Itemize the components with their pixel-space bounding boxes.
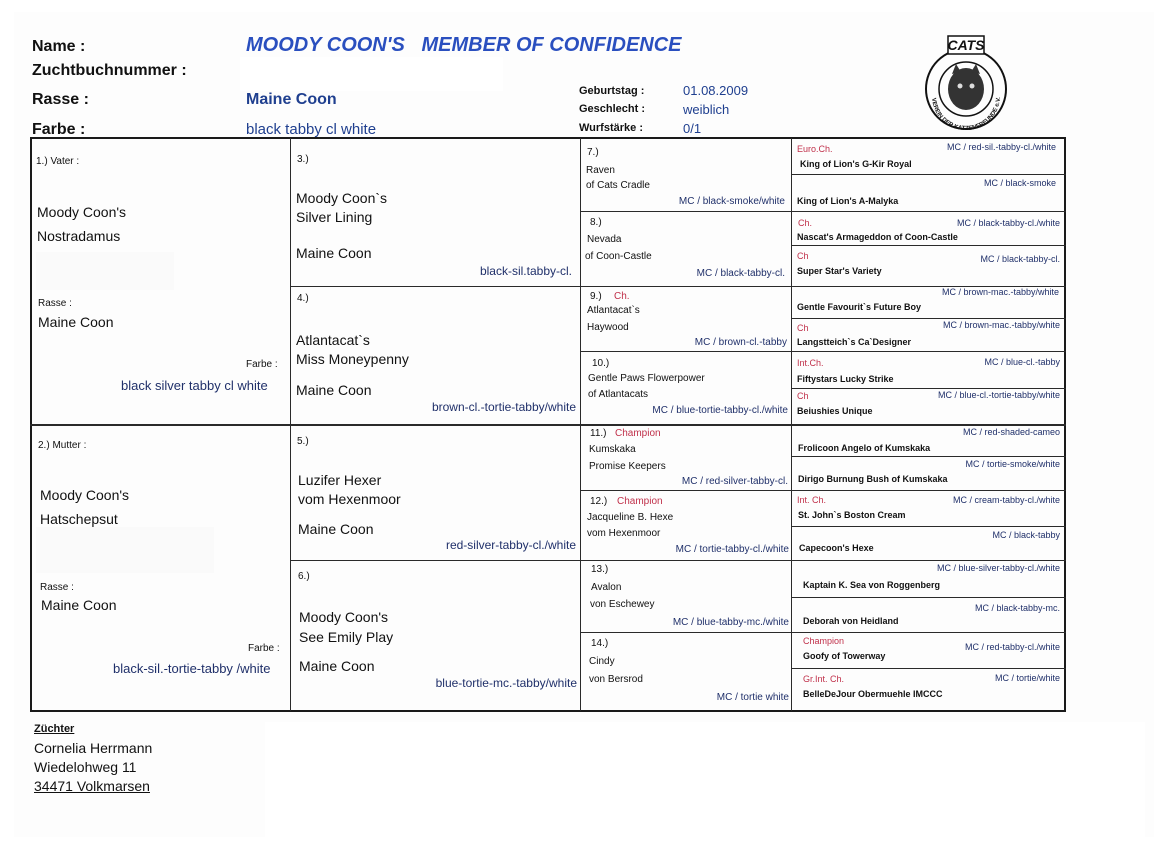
gen3-num: 12.) [590, 496, 608, 507]
gen4-name: Frolicoon Angelo of Kumskaka [798, 443, 931, 453]
gen3-cell [581, 426, 791, 490]
gen2-num: 3.) [297, 154, 309, 165]
gen3-name-1: Jacqueline B. Hexe [587, 512, 674, 523]
gen2-name-1: Luzifer Hexer [298, 472, 382, 488]
gen3-color: MC / black-tabby-cl. [696, 268, 785, 279]
gen3-num: 14.) [591, 638, 609, 649]
gen2-name-1: Moody Coon`s [296, 190, 388, 206]
gen3-color: MC / red-silver-tabby-cl. [681, 476, 788, 487]
gen4-cell [792, 598, 1066, 632]
rasse-label: Rasse : [32, 91, 89, 108]
gen3-num: 13.) [591, 564, 609, 575]
mother-name-2: Hatschepsut [40, 511, 118, 527]
gen2-cell [291, 561, 580, 711]
gen2-cell [291, 138, 580, 286]
father-farbe: black silver tabby cl white [121, 378, 268, 393]
gen4-name: BelleDeJour Obermuehle IMCCC [803, 689, 943, 699]
redaction-block [36, 252, 174, 290]
gen4-cell [792, 352, 1066, 388]
gen4-color: MC / cream-tabby-cl./white [952, 495, 1060, 505]
gen2-name-2: See Emily Play [299, 629, 394, 645]
gen3-cell [581, 561, 791, 632]
redaction-block [240, 57, 503, 91]
breeder-city: 34471 Volkmarsen [34, 778, 150, 794]
gen3-name-1: Avalon [591, 582, 622, 593]
gen4-name: Beiushies Unique [797, 406, 873, 416]
gen4-name: Dirigo Burnung Bush of Kumskaka [798, 474, 948, 484]
gen3-num: 10.) [592, 358, 610, 369]
gen4-color: MC / blue-silver-tabby-cl./white [936, 563, 1060, 573]
gen3-cell [581, 352, 791, 424]
gen3-color: MC / blue-tortie-tabby-cl./white [652, 405, 788, 416]
mother-name-1: Moody Coon's [40, 487, 130, 503]
gen4-name: Kaptain K. Sea von Roggenberg [803, 580, 941, 590]
svg-text:VEREIN DER KATZENFREUNDE e.V.: VEREIN DER KATZENFREUNDE e.V. [930, 96, 1002, 133]
gen4-title: Int.Ch. [797, 358, 824, 368]
gen4-cell [792, 561, 1066, 597]
gen4-color: MC / blue-cl.-tabby [984, 357, 1060, 367]
gen3-title: Champion [617, 496, 663, 507]
gen3-name-2: von Eschewey [590, 599, 655, 610]
cats-logo [914, 34, 1018, 134]
cat-name: MOODY COON'S MEMBER OF CONFIDENCE [246, 34, 682, 56]
gen3-name-1: Kumskaka [589, 444, 636, 455]
gen4-color: MC / brown-mac.-tabby/white [941, 287, 1059, 297]
gen4-color: MC / blue-cl.-tortie-tabby/white [937, 390, 1060, 400]
zuchtbuch-label: Zuchtbuchnummer : [32, 62, 187, 79]
breeder-name: Cornelia Herrmann [34, 740, 153, 756]
gen4-name: Langstteich`s Ca`Designer [797, 337, 912, 347]
gen3-name-2: vom Hexenmoor [587, 528, 661, 539]
gen4-title: Champion [803, 636, 845, 646]
geburtstag-label: Geburtstag : [579, 85, 645, 97]
gen4-name: St. John`s Boston Cream [798, 510, 906, 520]
gen2-breed: Maine Coon [296, 245, 372, 261]
gen2-cell [291, 426, 580, 560]
gen4-color: MC / tortie-smoke/white [965, 459, 1060, 469]
gen3-name-1: Atlantacat`s [587, 305, 640, 316]
mother-rasse-label: Rasse : [40, 582, 74, 593]
gen2-breed: Maine Coon [299, 658, 375, 674]
gen4-color: MC / brown-mac.-tabby/white [942, 320, 1060, 330]
gen4-cell [792, 669, 1066, 711]
gen4-cell [792, 389, 1066, 424]
gen3-title: Champion [615, 428, 661, 439]
gen2-num: 6.) [298, 571, 310, 582]
gen3-cell [581, 212, 791, 286]
breed-value: Maine Coon [246, 91, 337, 108]
gen2-breed: Maine Coon [298, 521, 374, 537]
breeder-label: Züchter [34, 723, 75, 735]
gen4-title: Ch. [798, 218, 813, 228]
gen4-name: King of Lion's G-Kir Royal [800, 159, 912, 169]
gen2-color: blue-tortie-mc.-tabby/white [435, 676, 577, 690]
wurfstaerke-value: 0/1 [683, 121, 702, 136]
cats-logo-icon [914, 34, 1018, 134]
gen3-cell [581, 138, 791, 211]
gen4-name: King of Lion's A-Malyka [797, 196, 899, 206]
gen4-color: MC / red-sil.-tabby-cl./white [946, 142, 1056, 152]
gen3-name-2: Haywood [587, 322, 629, 333]
gen4-title: Gr.Int. Ch. [803, 674, 845, 684]
gen4-cell [792, 426, 1066, 456]
gen3-name-2: of Cats Cradle [586, 180, 650, 191]
gen3-color: MC / brown-cl.-tabby [694, 337, 787, 348]
gen3-name-1: Raven [586, 165, 615, 176]
gen3-name-2: of Coon-Castle [585, 251, 652, 262]
geschlecht-label: Geschlecht : [579, 103, 646, 115]
gen3-color: MC / tortie-tabby-cl./white [675, 544, 789, 555]
gen2-num: 4.) [297, 293, 309, 304]
father-name-2: Nostradamus [37, 228, 121, 244]
gen3-num: 7.) [587, 147, 599, 158]
gen4-color: MC / tortie/white [994, 673, 1060, 683]
gen2-name-2: vom Hexenmoor [298, 491, 401, 507]
gen3-color: MC / tortie white [716, 692, 789, 703]
gen4-name: Goofy of Towerway [803, 651, 886, 661]
svg-text:CATS: CATS [947, 37, 985, 53]
gen4-name: Fiftystars Lucky Strike [797, 374, 894, 384]
gen2-name-1: Atlantacat`s [296, 332, 370, 348]
gen3-num: 11.) [590, 428, 607, 439]
gen4-name: Capecoon's Hexe [799, 543, 874, 553]
gen4-cell [792, 319, 1066, 351]
gen3-num: 8.) [590, 217, 602, 228]
gen4-name: Gentle Favourit`s Future Boy [797, 302, 922, 312]
gen3-name-2: von Bersrod [589, 674, 643, 685]
color-value: black tabby cl white [246, 121, 377, 138]
gen4-color: MC / black-tabby-cl./white [956, 218, 1060, 228]
gen3-name-1: Gentle Paws Flowerpower [588, 373, 705, 384]
gen3-color: MC / blue-tabby-mc./white [672, 617, 789, 628]
name-label: Name : [32, 38, 86, 55]
gen4-color: MC / black-tabby [992, 530, 1060, 540]
mother-label: 2.) Mutter : [38, 440, 87, 451]
gen3-name-1: Cindy [589, 656, 615, 667]
gen2-color: brown-cl.-tortie-tabby/white [431, 400, 576, 414]
gen4-title: Ch [797, 391, 809, 401]
geschlecht-value: weiblich [683, 102, 730, 117]
mother-farbe: black-sil.-tortie-tabby /white [113, 661, 271, 676]
gen4-cell [792, 633, 1066, 668]
gen4-cell [792, 527, 1066, 560]
gen4-title: Ch [797, 251, 809, 261]
gen4-title: Ch [797, 323, 809, 333]
gen2-color: red-silver-tabby-cl./white [445, 538, 576, 552]
gen2-name-2: Miss Moneypenny [296, 351, 409, 367]
gen4-cell [792, 138, 1066, 174]
gen4-name: Super Star's Variety [797, 266, 882, 276]
gen4-color: MC / black-smoke [983, 178, 1056, 188]
gen4-name: Nascat's Armageddon of Coon-Castle [797, 232, 958, 242]
mother-rasse: Maine Coon [41, 597, 117, 613]
farbe-label: Farbe : [32, 121, 86, 138]
gen3-title: Ch. [614, 291, 630, 302]
gen4-cell [792, 212, 1066, 245]
gen3-cell [581, 287, 791, 351]
father-rasse-label: Rasse : [38, 298, 72, 309]
gen4-cell [792, 287, 1066, 318]
geburtstag-value: 01.08.2009 [683, 83, 749, 98]
gen2-name-2: Silver Lining [296, 209, 373, 225]
gen3-num: 9.) [590, 291, 602, 302]
gen4-color: MC / black-tabby-mc. [974, 603, 1060, 613]
gen2-cell [291, 287, 580, 424]
gen4-color: MC / black-tabby-cl. [980, 254, 1060, 264]
gen3-cell [581, 633, 791, 711]
gen4-name: Deborah von Heidland [803, 616, 899, 626]
father-rasse: Maine Coon [38, 314, 114, 330]
gen2-breed: Maine Coon [296, 382, 372, 398]
gen3-name-2: of Atlantacats [588, 389, 649, 400]
gen4-color: MC / red-tabby-cl./white [964, 642, 1060, 652]
father-name-1: Moody Coon's [37, 204, 127, 220]
father-farbe-label: Farbe : [246, 359, 278, 370]
redaction-block [36, 527, 214, 573]
gen4-color: MC / red-shaded-cameo [962, 427, 1060, 437]
gen2-color: black-sil.tabby-cl. [479, 264, 572, 278]
gen4-cell [792, 246, 1066, 286]
gen4-title: Int. Ch. [797, 495, 827, 505]
wurfstaerke-label: Wurfstärke : [579, 122, 643, 134]
gen3-name-2: Promise Keepers [589, 461, 666, 472]
gen4-cell [792, 491, 1066, 526]
gen4-title: Euro.Ch. [797, 144, 833, 154]
mother-farbe-label: Farbe : [248, 643, 280, 654]
gen3-name-1: Nevada [587, 234, 622, 245]
gen4-cell [792, 457, 1066, 490]
gen2-name-1: Moody Coon's [299, 609, 389, 625]
gen2-num: 5.) [297, 436, 309, 447]
redaction-block [265, 722, 1145, 837]
father-label: 1.) Vater : [36, 156, 80, 167]
gen3-color: MC / black-smoke/white [678, 196, 785, 207]
gen3-cell [581, 491, 791, 560]
breeder-street: Wiedelohweg 11 [34, 759, 137, 775]
